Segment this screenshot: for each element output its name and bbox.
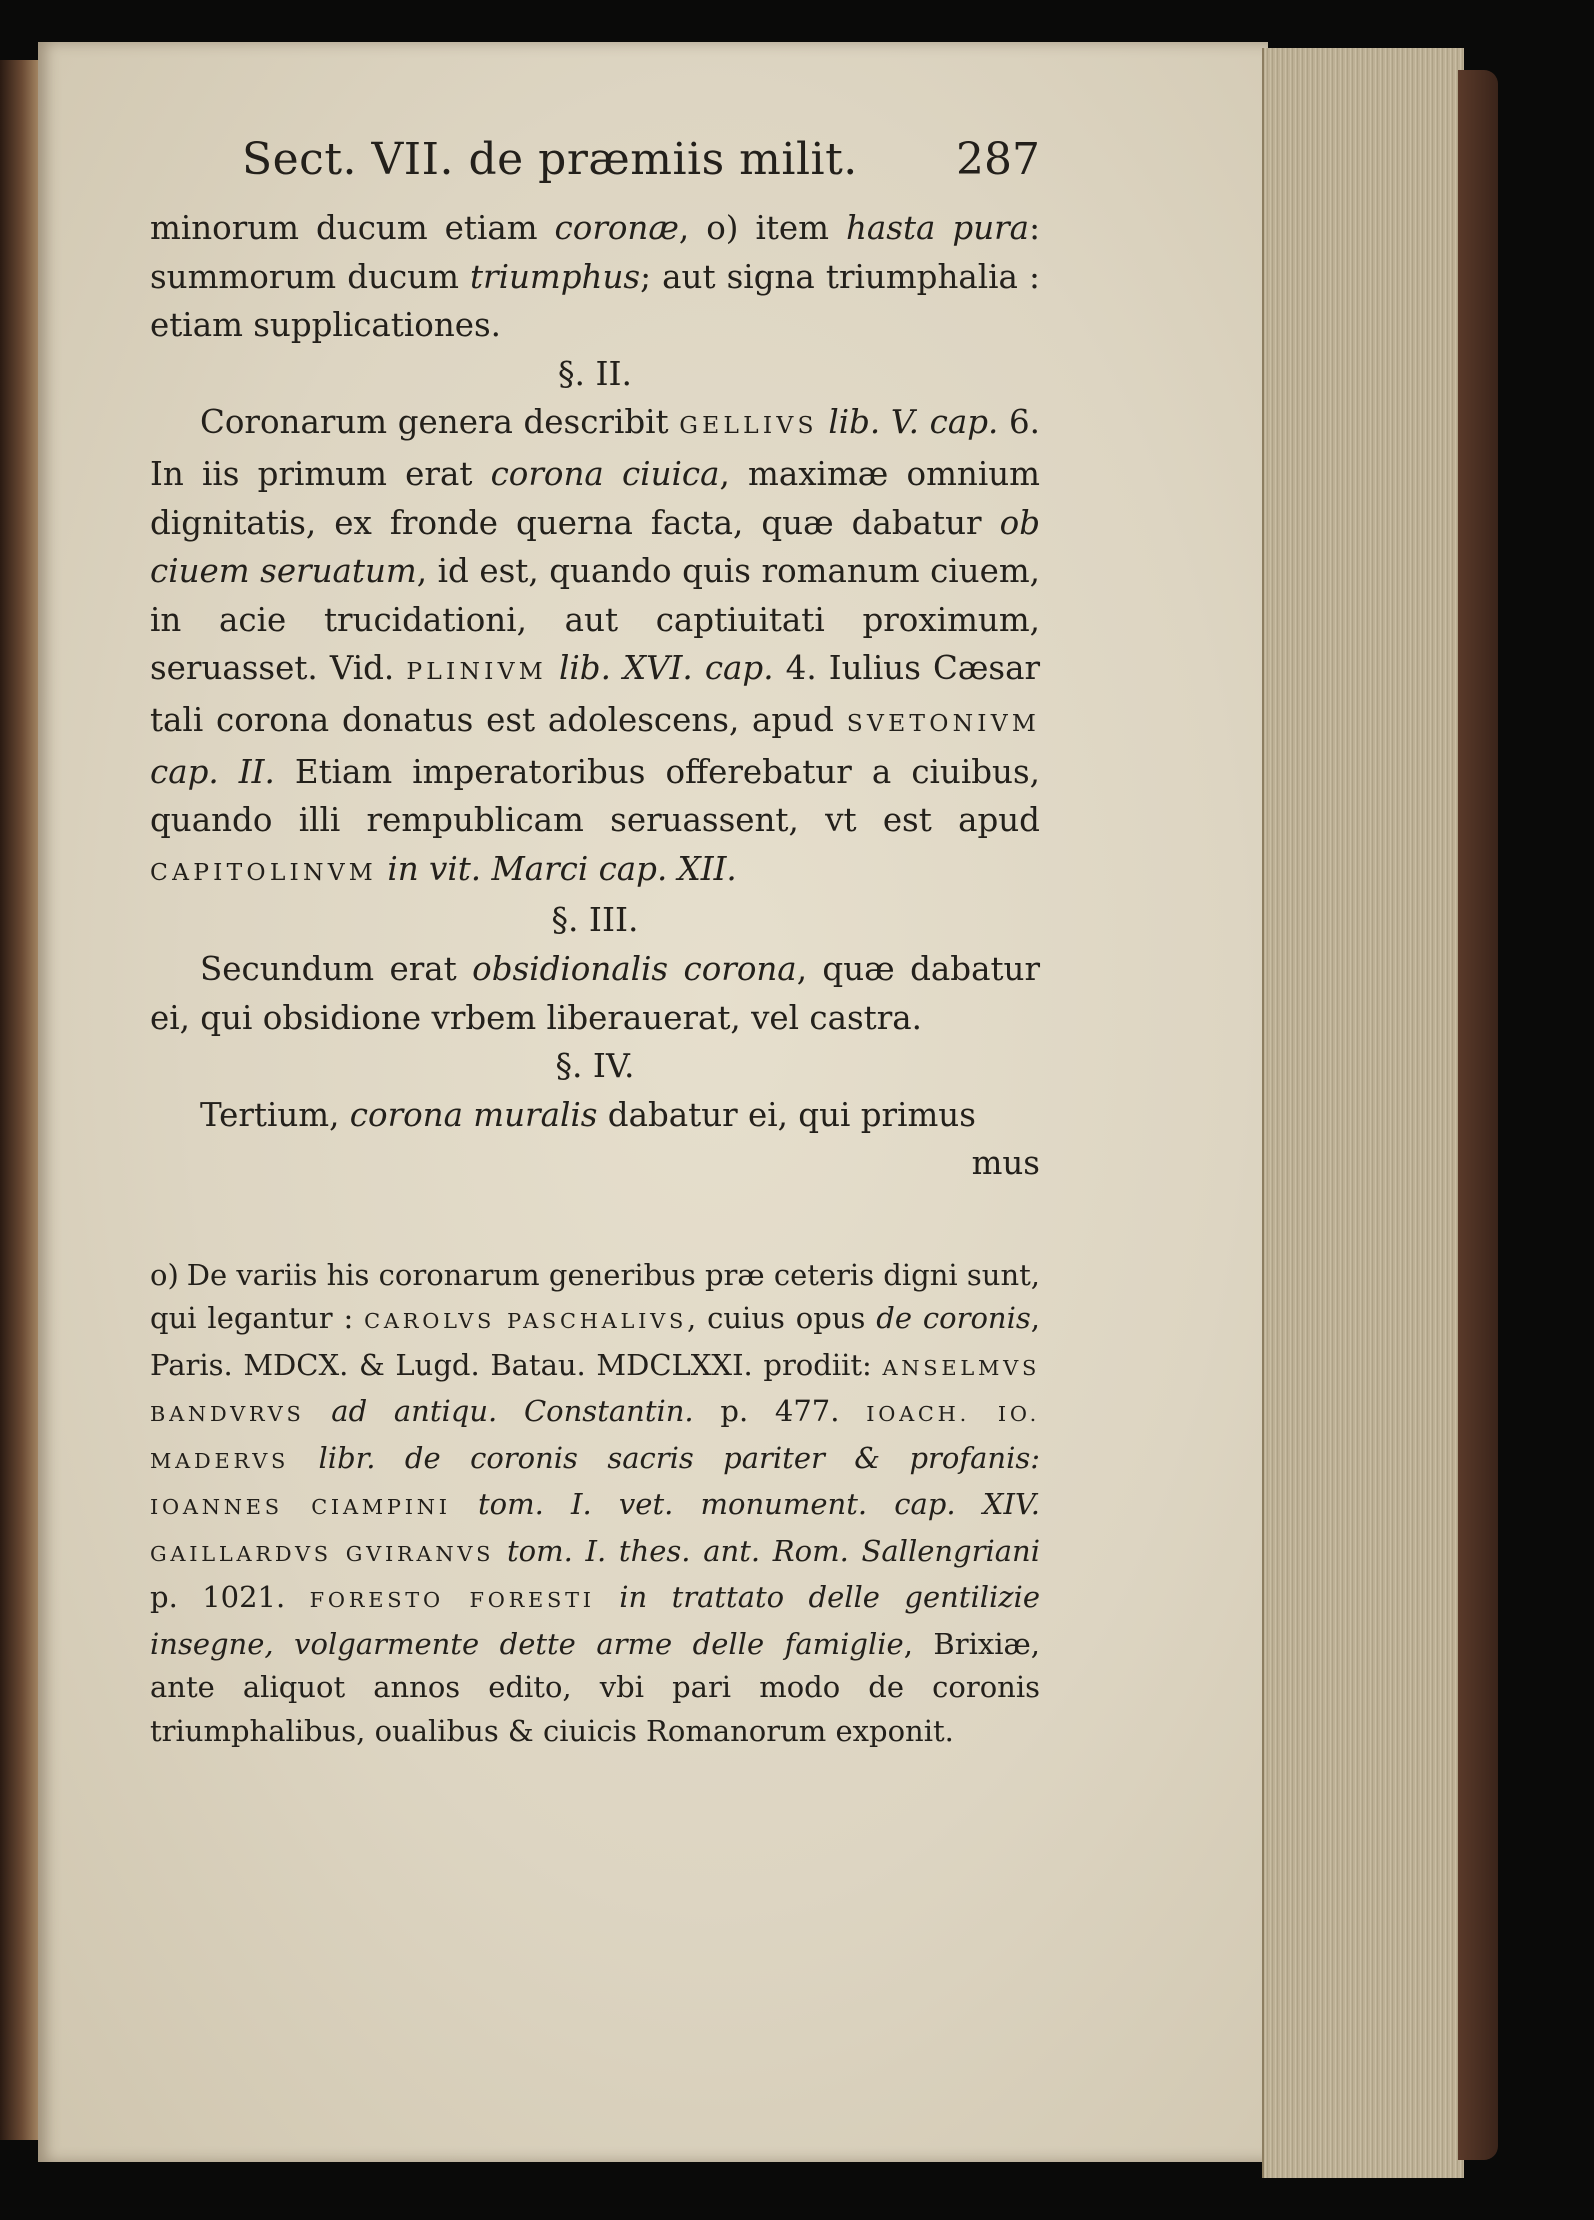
book-cover-edge: [1458, 70, 1498, 2160]
page-text: [150, 130, 1040, 1782]
paragraph-4: Tertium, corona muralis dabatur ei, qui primus: [200, 1095, 976, 1134]
page-number: 287: [956, 134, 1040, 185]
page-block-edge: [1262, 48, 1464, 2178]
running-head: [150, 130, 1040, 196]
paragraph-1: minorum ducum etiam coronæ, o) item hasta pura: summorum ducum triumphus; aut signa triumphalia : etiam supplicationes.: [150, 209, 1041, 345]
section-3-heading: §. III.: [551, 900, 639, 940]
paragraph-3: Secundum erat obsidionalis corona, quæ dabatur ei, qui obsidione vrbem liberauerat, vel castra.: [150, 949, 1040, 1037]
section-4-heading: §. IV.: [555, 1046, 635, 1086]
running-head-title: Sect. VII. de præmiis milit.: [242, 134, 858, 185]
section-2-heading: §. II.: [557, 353, 633, 393]
footnote-marker: o): [150, 1257, 179, 1292]
paragraph-2: Coronarum genera describit GELLIVS lib. V. cap. 6. In iis primum erat corona ciuica, maximæ omnium dignitatis, ex fronde querna facta, quæ dabatur ob ciuem seruatum, id est, quando quis romanum ciuem, in acie trucidationi, aut captiuitati proximum, seruasset. Vid. PLINIVM lib. XVI. cap. 4. Iulius Cæsar tali corona donatus est adolescens, apud SVETONIVM cap. II. Etiam imperatoribus offerebatur a ciuibus, quando illi rempublicam seruassent, vt est apud CAPITOLINVM in vit. Marci cap. XII.: [150, 403, 1041, 888]
catchword: mus: [971, 1144, 1040, 1183]
footnote-o: o) De variis his coronarum generibus præ ceteris digni sunt, qui legantur : CAROLVS PASCHALIVS, cuius opus de coronis, Paris. MDCX. & Lugd. Batau. MDCLXXI. prodiit: ANSELMVS BANDVRVS ad antiqu. Constantin. p. 477. IOACH. IO. MADERVS libr. de coronis sacris pariter & profanis: IOANNES CIAMPINI tom. I. vet. monument. cap. XIV. GAILLARDVS GVIRANVS tom. I. thes. ant. Rom. Sallengriani p. 1021. FORESTO FORESTI in trattato delle gentilizie insegne, volgarmente dette arme delle famiglie, Brixiæ, ante aliquot annos edito, vbi pari modo de coronis triumphalibus, oualibus & ciuicis Romanorum exponit.: [150, 1257, 1041, 1748]
facing-page-edge: [0, 60, 40, 2140]
